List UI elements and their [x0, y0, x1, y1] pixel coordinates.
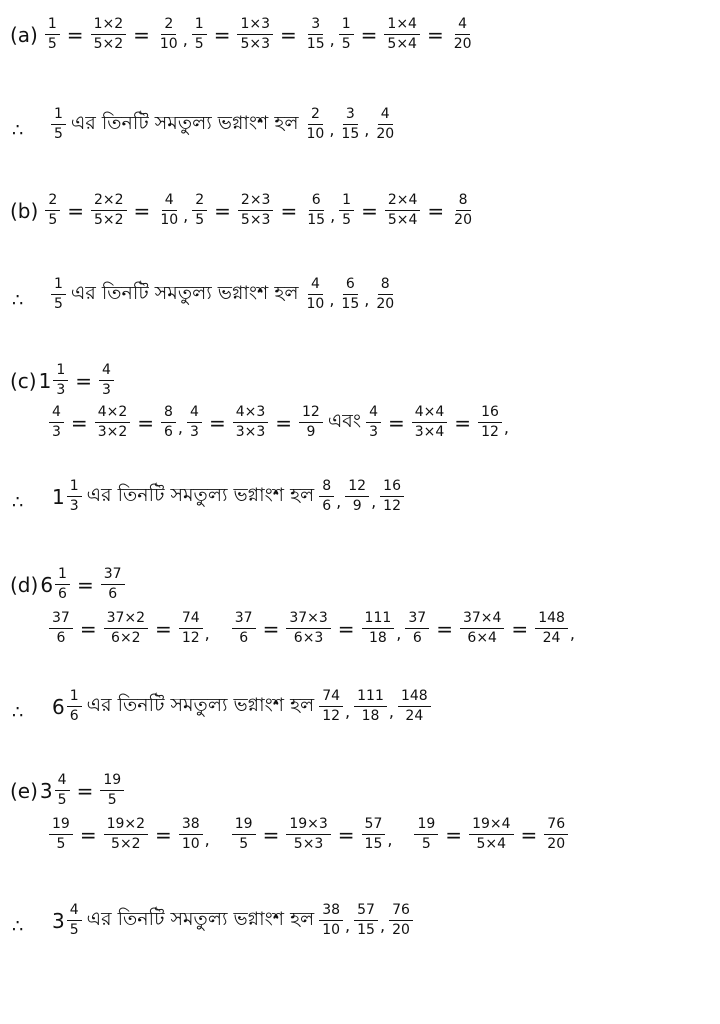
fraction: $\frac{76}{20}$ [544, 816, 568, 853]
fraction: $\frac{4}{5}$ [67, 902, 82, 939]
section-c-mixed: (c) 1 $\frac{1}{3}$ = $\frac{4}{3}$ [10, 362, 115, 399]
section-label: (e) [10, 778, 38, 803]
fraction: $\frac{57}{15}$ [362, 816, 386, 853]
fraction: $\frac{8}{6}$ [161, 404, 176, 441]
conclusion-text: এর তিনটি সমতুল্য ভগ্নাংশ হল [86, 907, 315, 930]
fraction: $\frac{4}{3}$ [366, 404, 381, 441]
fraction: $\frac{19}{5}$ [232, 816, 256, 853]
section-b-equations: (b) $\frac{2}{5}$ = $\frac{2\times 2}{5\times 2}$ = $\frac{4}{10}$ , $\frac{2}{5}$ = $\frac{2\times 3}{5\times 3}$ = $\frac{6}{15}$ , $\frac{1}{5}$ = $\frac{2\times 4}{5\times 4}$ = $\frac{8}{20}$ [10, 192, 476, 229]
fraction: $\frac{6}{15}$ [307, 192, 326, 228]
fraction: $\frac{12}{9}$ [299, 404, 323, 441]
therefore-symbol: ∴ [12, 290, 24, 311]
fraction: $\frac{8}{6}$ [319, 478, 334, 515]
fraction: $\frac{111}{18}$ [362, 610, 395, 647]
fraction: $\frac{57}{15}$ [354, 902, 378, 939]
fraction: $\frac{1\times 2}{5\times 2}$ [91, 16, 127, 53]
fraction: $\frac{37}{6}$ [101, 566, 125, 603]
fraction: $\frac{2\times 4}{5\times 4}$ [385, 192, 421, 229]
and-word: এবং [327, 409, 362, 432]
section-label: (b) [10, 198, 39, 223]
section-a-equations: (a) $\frac{1}{5}$ = $\frac{1\times 2}{5\times 2}$ = $\frac{2}{10}$ , $\frac{1}{5}$ = $\frac{1\times 3}{5\times 3}$ = $\frac{3}{15}$ , $\frac{1}{5}$ = $\frac{1\times 4}{5\times 4}$ = $\frac{4}{20}$ [10, 16, 476, 53]
conclusion-text: এর তিনটি সমতুল্য ভগ্নাংশ হল [70, 111, 299, 134]
fraction: $\frac{37}{6}$ [405, 610, 429, 647]
fraction: $\frac{38}{10}$ [179, 816, 203, 853]
therefore-symbol: ∴ [12, 916, 24, 937]
therefore-symbol: ∴ [12, 702, 24, 723]
fraction: $\frac{6}{15}$ [341, 276, 360, 312]
fraction: $\frac{1}{5}$ [51, 276, 66, 313]
fraction: $\frac{19\times 2}{5\times 2}$ [104, 816, 148, 853]
fraction: $\frac{2\times 2}{5\times 2}$ [91, 192, 127, 229]
fraction: $\frac{19}{5}$ [100, 772, 124, 809]
fraction: $\frac{4}{10}$ [160, 192, 179, 228]
fraction: $\frac{38}{10}$ [319, 902, 343, 939]
fraction: $\frac{4\times 2}{3\times 2}$ [95, 404, 131, 441]
fraction: $\frac{2}{5}$ [45, 192, 60, 229]
section-label: (d) [10, 572, 39, 597]
fraction: $\frac{4}{20}$ [376, 106, 395, 142]
fraction: $\frac{1}{6}$ [67, 688, 82, 725]
fraction: $\frac{37}{6}$ [49, 610, 73, 647]
therefore-symbol: ∴ [12, 492, 24, 513]
fraction: $\frac{148}{24}$ [535, 610, 568, 647]
section-d-equations: $\frac{37}{6}$ = $\frac{37\times 2}{6\times 2}$ = $\frac{74}{12}$ , $\frac{37}{6}$ = $\frac{37\times 3}{6\times 3}$ = $\frac{111}{18}$ , $\frac{37}{6}$ = $\frac{37\times 4}{6\times 4}$ = $\frac{148}{24}$ , [48, 610, 578, 647]
fraction: $\frac{4}{5}$ [55, 772, 70, 809]
fraction: $\frac{19\times 3}{5\times 3}$ [286, 816, 330, 853]
fraction: $\frac{76}{20}$ [389, 902, 413, 939]
conclusion-text: এর তিনটি সমতুল্য ভগ্নাংশ হল [86, 693, 315, 716]
section-c-conclusion: 1 $\frac{1}{3}$ এর তিনটি সমতুল্য ভগ্নাংশ হল $\frac{8}{6}$ , $\frac{12}{9}$ , $\frac{16}{12}$ [52, 478, 405, 515]
fraction: $\frac{111}{18}$ [354, 688, 387, 725]
fraction: $\frac{16}{12}$ [478, 404, 502, 441]
fraction: $\frac{1}{5}$ [339, 16, 354, 53]
section-e-equations: $\frac{19}{5}$ = $\frac{19\times 2}{5\times 2}$ = $\frac{38}{10}$ , $\frac{19}{5}$ = $\frac{19\times 3}{5\times 3}$ = $\frac{57}{15}$ , $\frac{19}{5}$ = $\frac{19\times 4}{5\times 4}$ = $\frac{76}{20}$ [48, 816, 569, 853]
fraction: $\frac{1}{5}$ [51, 106, 66, 143]
fraction: $\frac{37}{6}$ [232, 610, 256, 647]
fraction: $\frac{19}{5}$ [414, 816, 438, 853]
fraction: $\frac{4\times 4}{3\times 4}$ [412, 404, 448, 441]
fraction: $\frac{74}{12}$ [179, 610, 203, 647]
fraction: $\frac{3}{15}$ [306, 16, 325, 52]
section-e-conclusion: 3 $\frac{4}{5}$ এর তিনটি সমতুল্য ভগ্নাংশ হল $\frac{38}{10}$ , $\frac{57}{15}$ , $\frac{76}{20}$ [52, 902, 414, 939]
fraction: $\frac{1\times 4}{5\times 4}$ [384, 16, 420, 53]
section-label: (c) [10, 368, 37, 393]
therefore-symbol: ∴ [12, 120, 24, 141]
section-a-conclusion: $\frac{1}{5}$ এর তিনটি সমতুল্য ভগ্নাংশ হল $\frac{2}{10}$ , $\frac{3}{15}$ , $\frac{4}{20}$ [50, 106, 398, 143]
fraction: $\frac{19}{5}$ [49, 816, 73, 853]
fraction: $\frac{19\times 4}{5\times 4}$ [469, 816, 513, 853]
fraction: $\frac{4}{3}$ [187, 404, 202, 441]
section-d-conclusion: 6 $\frac{1}{6}$ এর তিনটি সমতুল্য ভগ্নাংশ হল $\frac{74}{12}$ , $\frac{111}{18}$ , $\frac{148}{24}$ [52, 688, 432, 725]
fraction: $\frac{148}{24}$ [398, 688, 431, 725]
fraction: $\frac{2}{10}$ [159, 16, 178, 52]
fraction: $\frac{1}{5}$ [339, 192, 354, 229]
fraction: $\frac{4}{10}$ [306, 276, 325, 312]
fraction: $\frac{74}{12}$ [319, 688, 343, 725]
fraction: $\frac{1}{5}$ [192, 16, 207, 53]
fraction: $\frac{3}{15}$ [341, 106, 360, 142]
fraction: $\frac{4}{3}$ [99, 362, 114, 399]
fraction: $\frac{37\times 3}{6\times 3}$ [286, 610, 330, 647]
section-d-mixed: (d) 6 $\frac{1}{6}$ = $\frac{37}{6}$ [10, 566, 126, 603]
fraction: $\frac{1\times 3}{5\times 3}$ [237, 16, 273, 53]
section-label: (a) [10, 22, 38, 47]
fraction: $\frac{2\times 3}{5\times 3}$ [238, 192, 274, 229]
conclusion-text: এর তিনটি সমতুল্য ভগ্নাংশ হল [70, 281, 299, 304]
section-b-conclusion: $\frac{1}{5}$ এর তিনটি সমতুল্য ভগ্নাংশ হল $\frac{4}{10}$ , $\frac{6}{15}$ , $\frac{8}{20}$ [50, 276, 398, 313]
fraction: $\frac{1}{6}$ [55, 566, 70, 603]
fraction: $\frac{1}{5}$ [45, 16, 60, 53]
fraction: $\frac{4}{20}$ [453, 16, 472, 52]
fraction: $\frac{1}{3}$ [67, 478, 82, 515]
fraction: $\frac{16}{12}$ [380, 478, 404, 515]
section-e-mixed: (e) 3 $\frac{4}{5}$ = $\frac{19}{5}$ [10, 772, 125, 809]
fraction: $\frac{4}{3}$ [49, 404, 64, 441]
fraction: $\frac{37\times 2}{6\times 2}$ [104, 610, 148, 647]
fraction: $\frac{1}{3}$ [53, 362, 68, 399]
fraction: $\frac{8}{20}$ [376, 276, 395, 312]
conclusion-text: এর তিনটি সমতুল্য ভগ্নাংশ হল [86, 483, 315, 506]
fraction: $\frac{2}{10}$ [306, 106, 325, 142]
fraction: $\frac{12}{9}$ [345, 478, 369, 515]
fraction: $\frac{4\times 3}{3\times 3}$ [233, 404, 269, 441]
fraction: $\frac{2}{5}$ [192, 192, 207, 229]
section-c-equations: $\frac{4}{3}$ = $\frac{4\times 2}{3\times 2}$ = $\frac{8}{6}$ , $\frac{4}{3}$ = $\frac{4\times 3}{3\times 3}$ = $\frac{12}{9}$ এবং $\frac{4}{3}$ = $\frac{4\times 4}{3\times 4}$ = $\frac{16}{12}$ , [48, 404, 512, 441]
fraction: $\frac{37\times 4}{6\times 4}$ [460, 610, 504, 647]
fraction: $\frac{8}{20}$ [454, 192, 472, 228]
